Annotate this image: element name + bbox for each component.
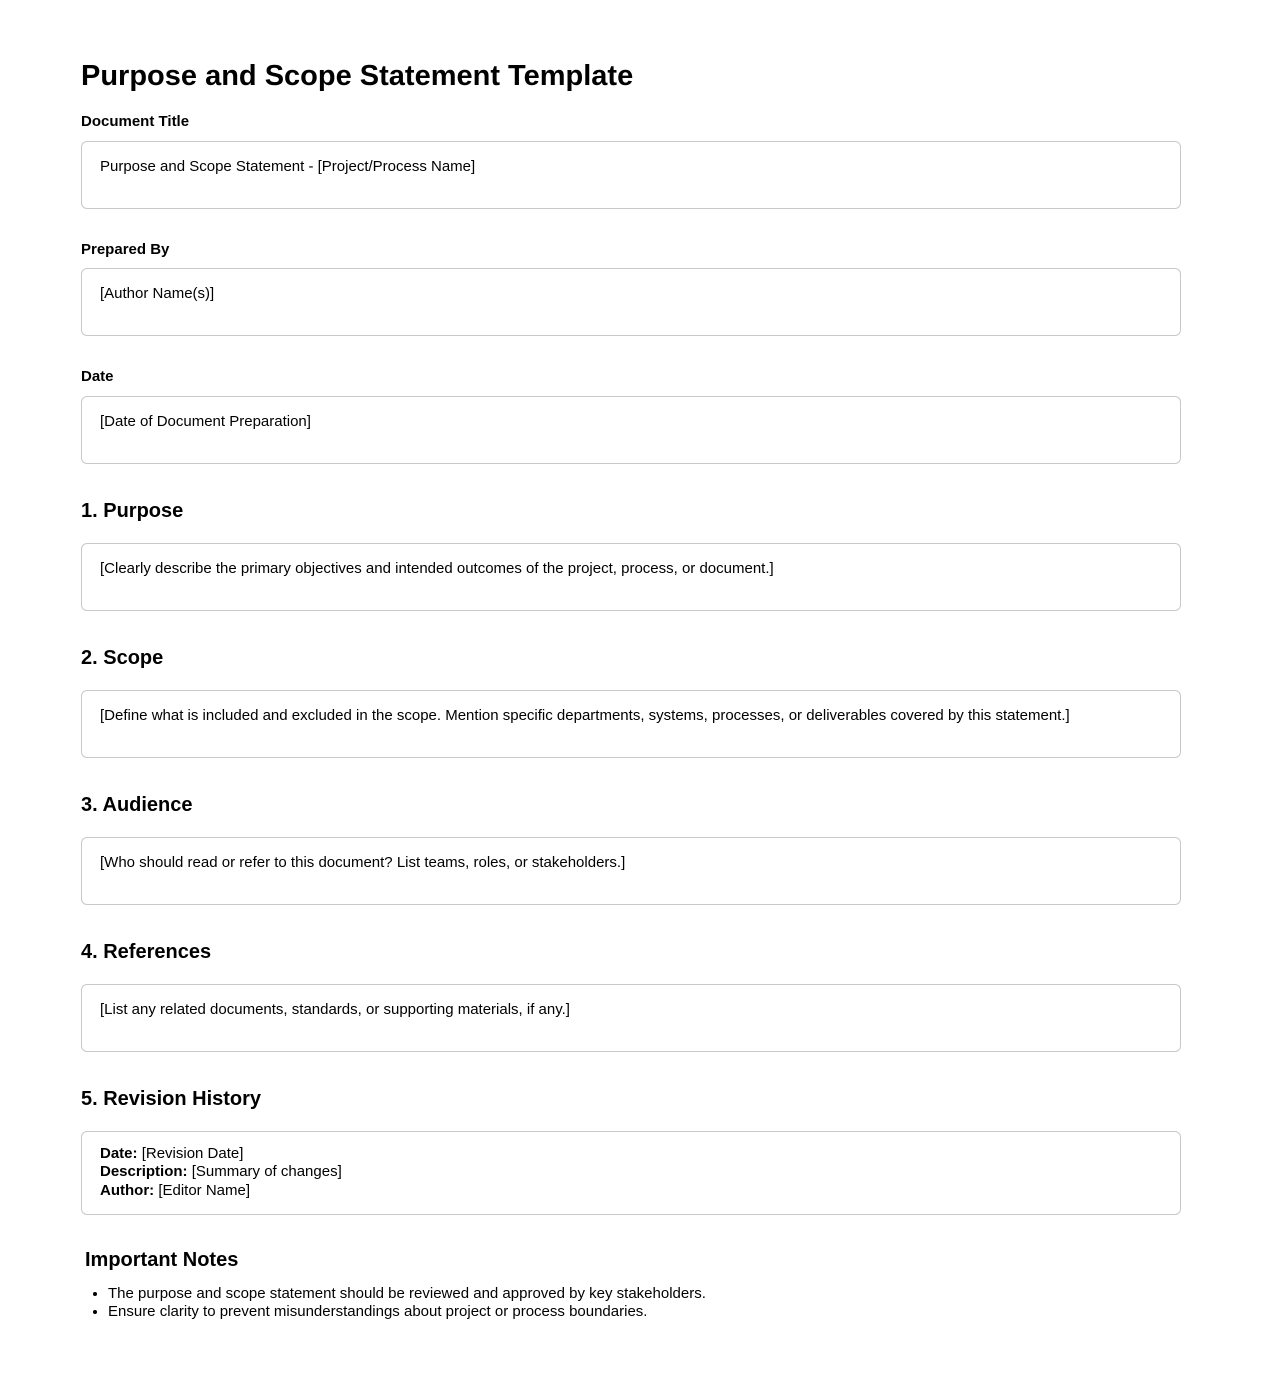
references-heading: 4. References <box>81 940 212 963</box>
scope-heading: 2. Scope <box>81 646 164 669</box>
revision-history-heading: 5. Revision History <box>81 1087 262 1110</box>
important-notes-heading: Important Notes <box>85 1248 239 1271</box>
section-references <box>81 941 1181 1052</box>
revision-author-label: Author: <box>100 1181 155 1199</box>
revision-description-label: Description: <box>100 1163 188 1181</box>
audience-heading: 3. Audience <box>81 793 193 816</box>
document-title-input[interactable]: Purpose and Scope Statement - [Project/Process Name] <box>81 141 1181 209</box>
revision-row-author <box>100 1182 1162 1201</box>
page-title: Purpose and Scope Statement Template <box>81 60 634 92</box>
field-date <box>81 369 1181 464</box>
section-audience <box>81 794 1181 905</box>
section-scope <box>81 647 1181 758</box>
field-document-title <box>81 114 1181 209</box>
revision-row-description <box>100 1163 1162 1182</box>
revision-date-value: [Revision Date] <box>141 1144 244 1162</box>
field-prepared-by <box>81 242 1181 337</box>
note-item: • The purpose and scope statement should be reviewed and approved by key stakeholders. <box>108 1285 1181 1304</box>
document-title-label: Document Title <box>81 113 190 131</box>
revision-author-value: [Editor Name] <box>158 1181 251 1199</box>
section-important-notes <box>81 1249 1181 1322</box>
purpose-input[interactable]: [Clearly describe the primary objectives and intended outcomes of the project, process, or document.] <box>81 543 1181 611</box>
revision-date-label: Date: <box>100 1144 138 1162</box>
revision-description-value: [Summary of changes] <box>191 1163 342 1181</box>
audience-input[interactable]: [Who should read or refer to this document? List teams, roles, or stakeholders.] <box>81 837 1181 905</box>
important-notes-list <box>81 1285 1181 1322</box>
note-item: • Ensure clarity to prevent misunderstandings about project or process boundaries. <box>108 1303 1181 1322</box>
scope-input[interactable]: [Define what is included and excluded in the scope. Mention specific departments, systems, processes, or deliverables covered by this statement.] <box>81 690 1181 758</box>
section-revision-history <box>81 1088 1181 1215</box>
section-purpose <box>81 500 1181 611</box>
revision-row-date <box>100 1145 1162 1164</box>
revision-history-input[interactable] <box>81 1131 1181 1215</box>
purpose-heading: 1. Purpose <box>81 499 184 522</box>
prepared-by-label: Prepared By <box>81 240 170 258</box>
date-label: Date <box>81 368 114 386</box>
references-input[interactable]: [List any related documents, standards, or supporting materials, if any.] <box>81 984 1181 1052</box>
prepared-by-input[interactable]: [Author Name(s)] <box>81 268 1181 336</box>
date-input[interactable]: [Date of Document Preparation] <box>81 396 1181 464</box>
